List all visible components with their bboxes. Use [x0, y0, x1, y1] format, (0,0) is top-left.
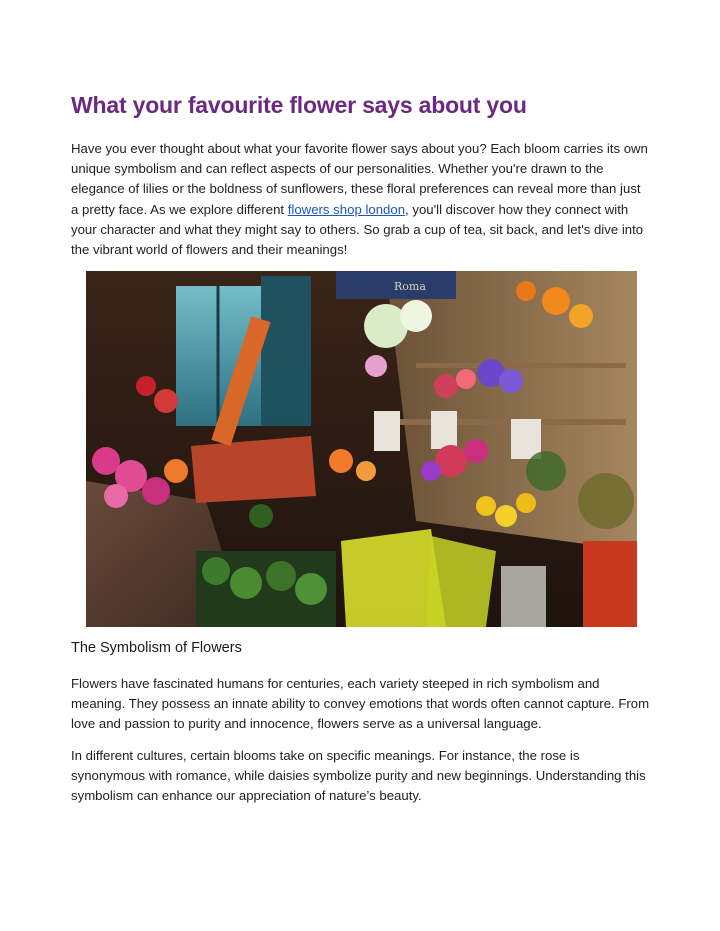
- shop-sign-text: Roma: [394, 280, 426, 293]
- intro-text-end: , you'll discover how they connect with your character and what they might say to others. So grab a cup of tea, sit back, and let's dive into the vibrant world of flowers and their meanings!: [71, 201, 644, 258]
- page-title: What your favourite flower says about you: [71, 92, 527, 118]
- section-heading-symbolism: The Symbolism of Flowers: [71, 640, 242, 656]
- intro-paragraph: [71, 139, 651, 260]
- flowers-shop-london-link[interactable]: flowers shop london: [287, 201, 406, 217]
- flower-shop-photo: [86, 271, 637, 627]
- intro-text-start: Have you ever thought about what your favorite flower says about you? Each bloom carries its own unique symbolism and can reflect aspects of our personalities. Whether you're drawn to the elegance of lilies or the boldness of sunflowers, these floral preferences can reveal more than just a pretty face. As we explore different: [71, 141, 648, 217]
- body-paragraph-1: Flowers have fascinated humans for centuries, each variety steeped in rich symbolism and meaning. They possess an innate ability to convey emotions that words often cannot capture. From love and passion to purity and innocence, flowers serve as a universal language.: [71, 676, 650, 732]
- body-paragraph-2: In different cultures, certain blooms take on specific meanings. For instance, the rose is synonymous with romance, while daisies symbolize purity and new beginnings. Understanding this symbolism can enhance our appreciation of nature’s beauty.: [71, 748, 646, 804]
